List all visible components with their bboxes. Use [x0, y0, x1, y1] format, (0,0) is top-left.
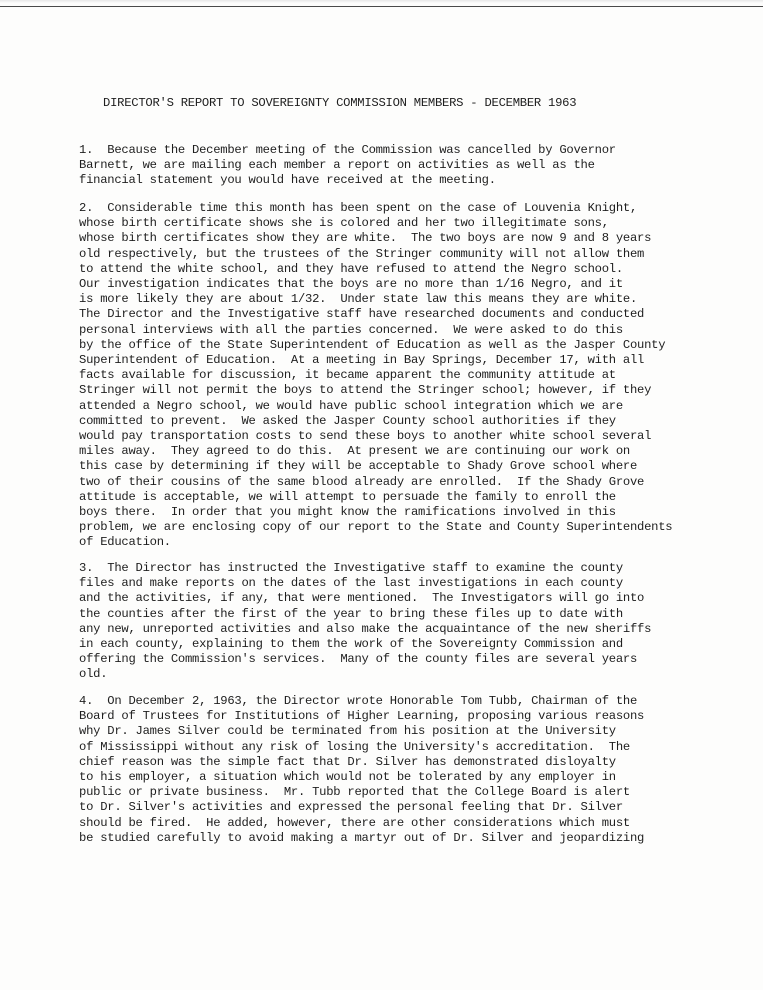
text-line: offering the Commission's services. Many of the county files are several years [79, 652, 638, 667]
text-line: by the office of the State Superintendent of Education as well as the Jasper County [79, 337, 666, 352]
text-line: facts available for discussion, it became apparent the community attitude at [79, 368, 616, 383]
text-line: problem, we are enclosing copy of our report to the State and County Superintendents [79, 520, 673, 535]
text-line: Superintendent of Education. At a meeting in Bay Springs, December 17, with all [79, 353, 645, 368]
text-line: files and make reports on the dates of the last investigations in each county [79, 576, 623, 591]
text-line: of Mississippi without any risk of losing the University's accreditation. The [79, 739, 630, 754]
text-line: Our investigation indicates that the boys are no more than 1/16 Negro, and it [79, 277, 623, 292]
text-line: Stringer will not permit the boys to attend the Stringer school; however, if they [79, 383, 652, 398]
text-line: why Dr. James Silver could be terminated from his position at the University [79, 724, 616, 739]
text-line: be studied carefully to avoid making a martyr out of Dr. Silver and jeopardizing [79, 830, 645, 845]
text-line: whose birth certificate shows she is colored and her two illegitimate sons, [79, 216, 609, 231]
text-line: of Education. [79, 535, 171, 550]
text-line: financial statement you would have received at the meeting. [79, 173, 496, 188]
text-line: the counties after the first of the year to bring these files up to date with [79, 606, 623, 621]
text-line: old. [79, 667, 108, 682]
text-line: whose birth certificates show they are white. The two boys are now 9 and 8 years [79, 231, 652, 246]
text-line: two of their cousins of the same blood already are enrolled. If the Shady Grove [79, 474, 645, 489]
text-line: this case by determining if they will be acceptable to Shady Grove school where [79, 459, 638, 474]
text-line: Barnett, we are mailing each member a report on activities as well as the [79, 158, 595, 173]
paragraph-2 [79, 201, 672, 551]
text-line: miles away. They agreed to do this. At present we are continuing our work on [79, 444, 630, 459]
paragraph-4 [79, 694, 644, 846]
text-line: should be fired. He added, however, there are other considerations which must [79, 815, 630, 830]
text-line: 3. The Director has instructed the Investigative staff to examine the county [79, 561, 623, 575]
text-line: boys there. In order that you might know the ramifications involved in this [79, 505, 616, 520]
text-line: public or private business. Mr. Tubb reported that the College Board is alert [79, 785, 630, 800]
text-line: 1. Because the December meeting of the Commission was cancelled by Governor [79, 143, 616, 157]
top-rule-line [0, 6, 763, 7]
text-line: in each county, explaining to them the work of the Sovereignty Commission and [79, 637, 623, 652]
text-line: personal interviews with all the parties concerned. We were asked to do this [79, 322, 623, 337]
text-line: to Dr. Silver's activities and expressed the personal feeling that Dr. Silver [79, 800, 623, 815]
text-line: 2. Considerable time this month has been spent on the case of Louvenia Knight, [79, 201, 638, 215]
text-line: attitude is acceptable, we will attempt to persuade the family to enroll the [79, 489, 616, 504]
document-title: DIRECTOR'S REPORT TO SOVEREIGNTY COMMISSION MEMBERS - DECEMBER 1963 [103, 96, 577, 110]
paragraph-3 [79, 561, 651, 683]
text-line: chief reason was the simple fact that Dr. Silver has demonstrated disloyalty [79, 754, 616, 769]
scan-edge-shadow [0, 0, 763, 3]
text-line: to attend the white school, and they have refused to attend the Negro school. [79, 261, 623, 276]
text-line: old respectively, but the trustees of the Stringer community will not allow them [79, 246, 645, 261]
text-line: The Director and the Investigative staff have researched documents and conducted [79, 307, 645, 322]
text-line: attended a Negro school, we would have public school integration which we are [79, 398, 623, 413]
text-line: 4. On December 2, 1963, the Director wrote Honorable Tom Tubb, Chairman of the [79, 694, 638, 708]
text-line: any new, unreported activities and also make the acquaintance of the new sheriffs [79, 621, 652, 636]
text-line: would pay transportation costs to send these boys to another white school several [79, 429, 652, 444]
text-line: to his employer, a situation which would not be tolerated by any employer in [79, 770, 616, 785]
paragraph-1 [79, 143, 616, 189]
text-line: and the activities, if any, that were mentioned. The Investigators will go into [79, 591, 645, 606]
text-line: is more likely they are about 1/32. Under state law this means they are white. [79, 292, 638, 307]
text-line: Board of Trustees for Institutions of Higher Learning, proposing various reasons [79, 709, 645, 724]
text-line: committed to prevent. We asked the Jasper County school authorities if they [79, 413, 616, 428]
